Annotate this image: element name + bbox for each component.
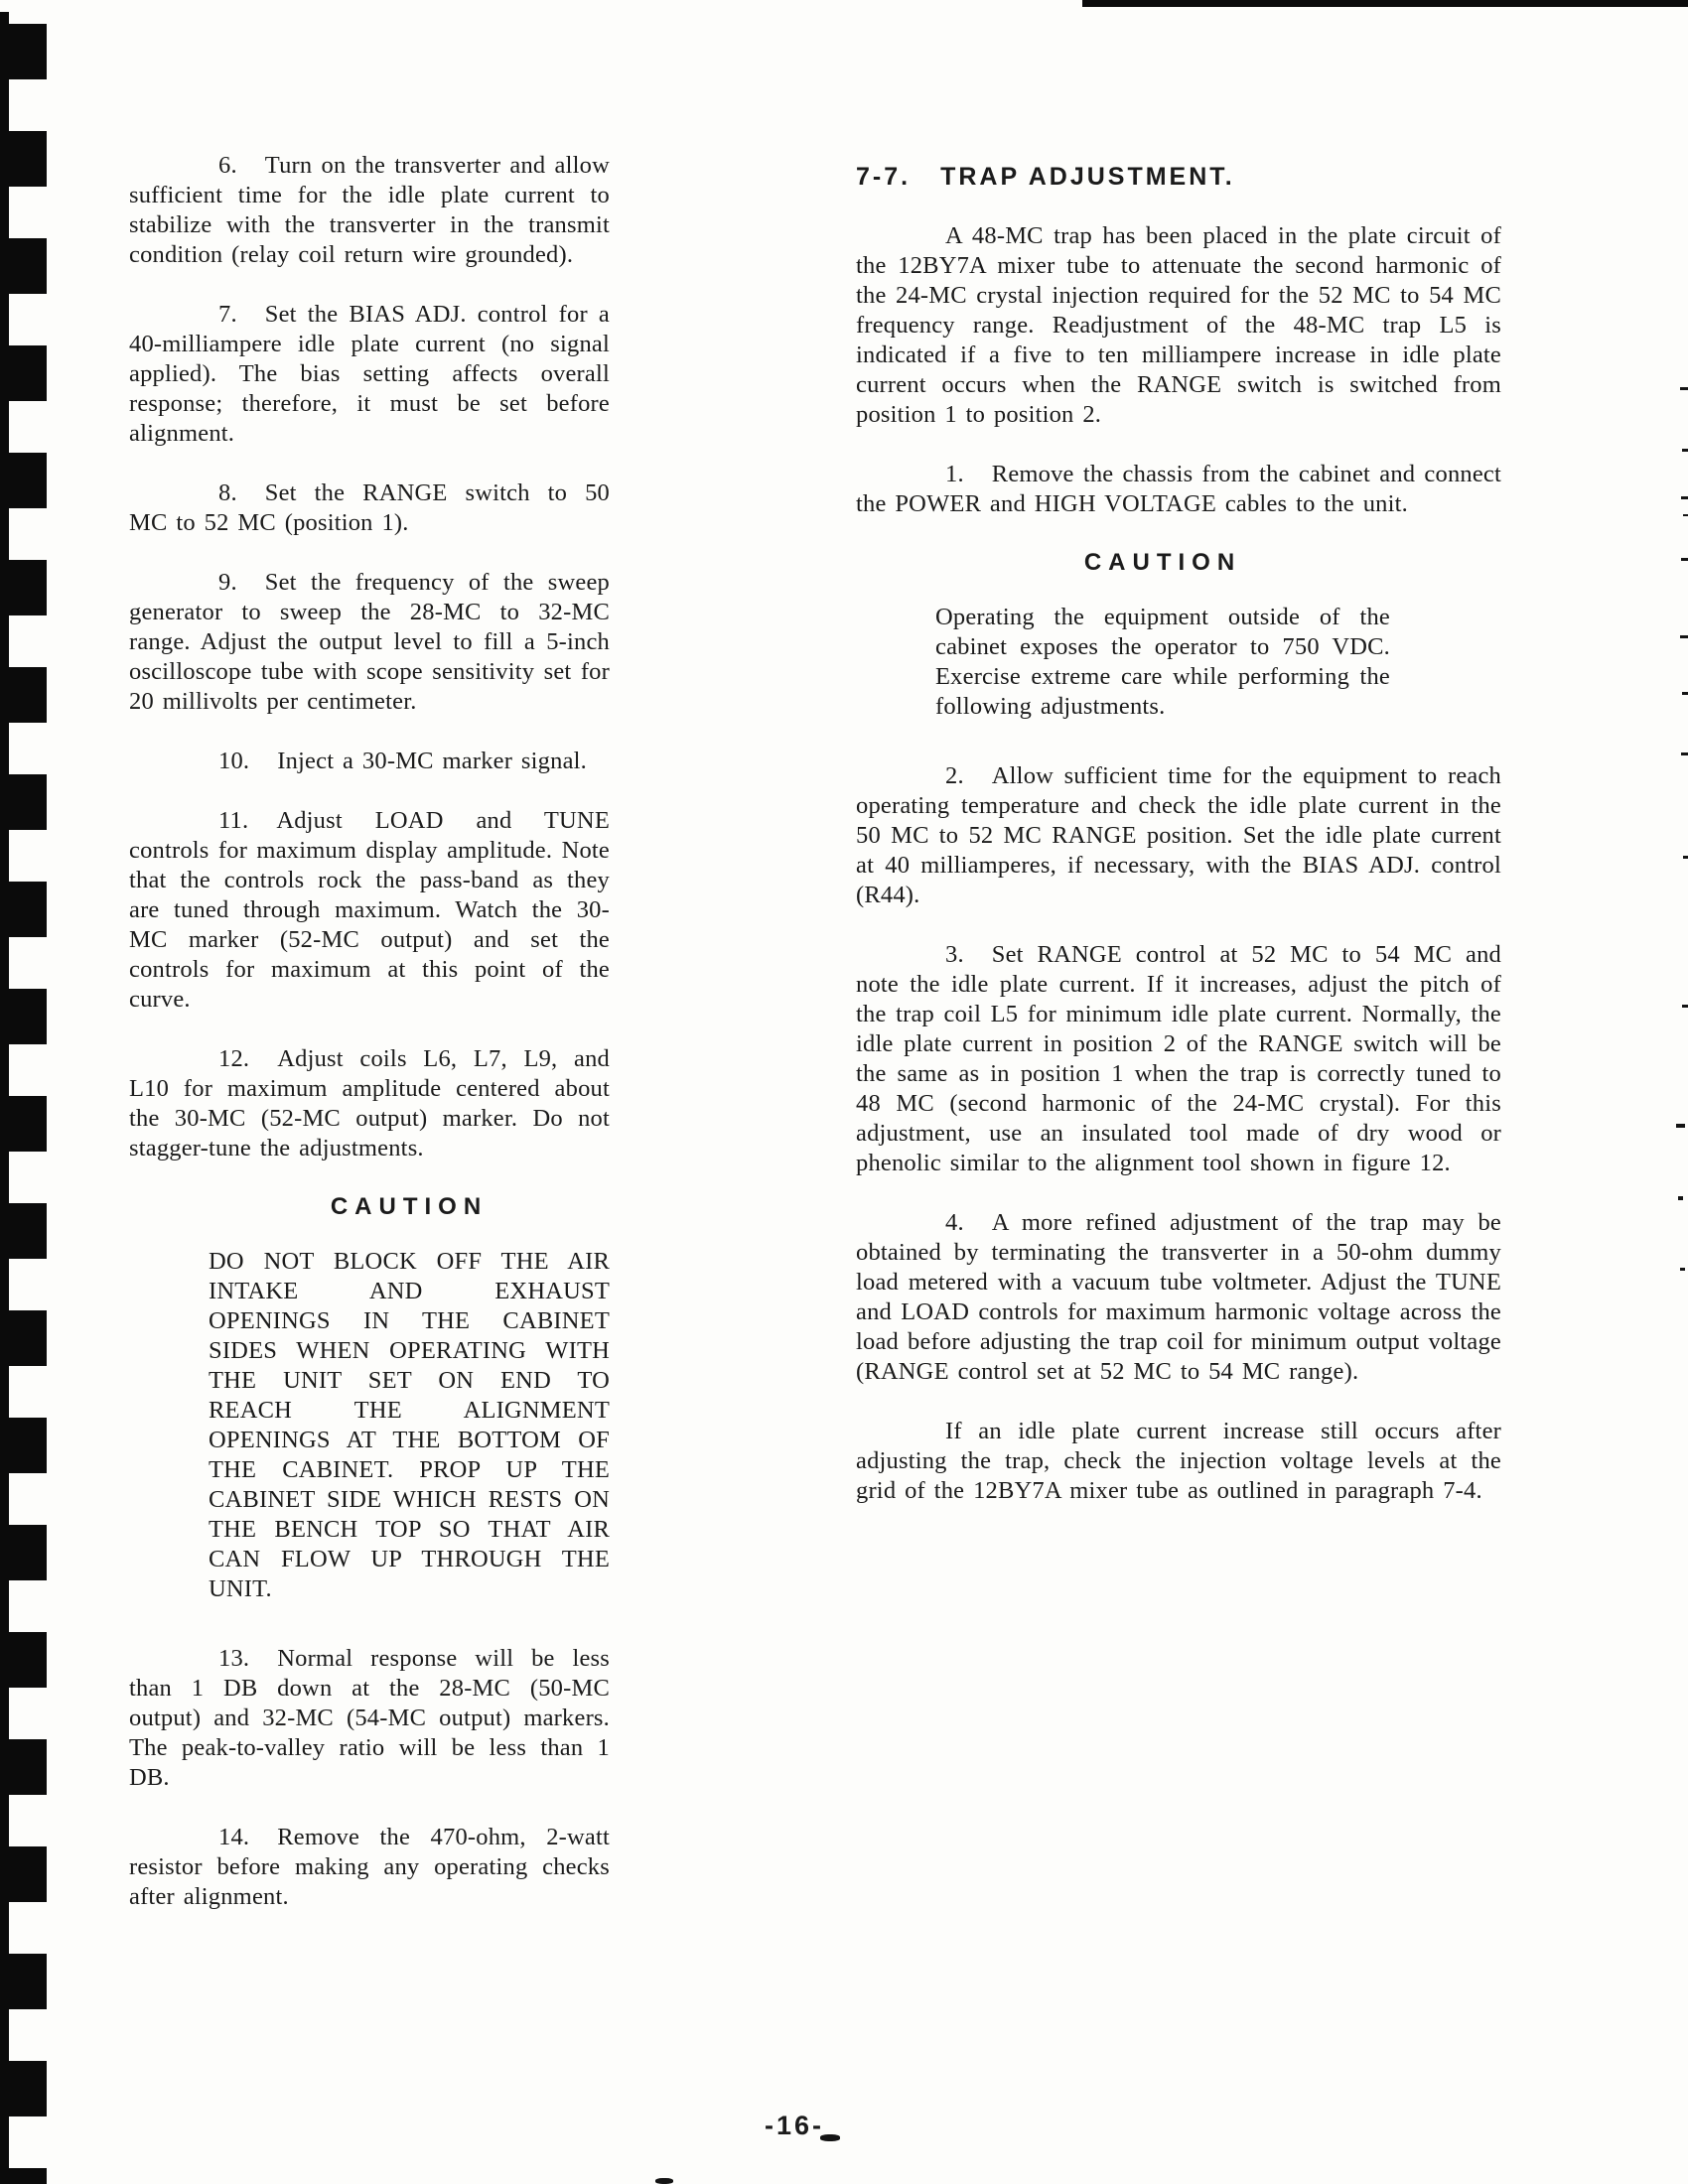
paragraph-number: 1. — [945, 461, 964, 487]
paragraph-text: Turn on the transverter and allow sufficient time for the idle plate current to stabilize with the transverter in the transmit condition (relay coil return wire grounded). — [129, 152, 610, 268]
scan-tick — [1680, 635, 1688, 638]
paragraph-text: Set the RANGE switch to 50 MC to 52 MC (position 1). — [129, 479, 610, 536]
right-column — [856, 151, 1501, 1536]
step-paragraph — [856, 940, 1501, 1178]
paragraph-number: 12. — [218, 1045, 250, 1072]
left-column — [129, 151, 610, 1942]
caution-text: Operating the equipment outside of the cabinet exposes the operator to 750 VDC. Exercise extreme care while performing the following adjustments. — [935, 604, 1390, 720]
paragraph-text: Adjust coils L6, L7, L9, and L10 for maximum amplitude centered about the 30-MC (52-MC output) marker. Do not stagger-tune the adjustments. — [129, 1045, 610, 1161]
paragraph-text: Remove the chassis from the cabinet and connect the POWER and HIGH VOLTAGE cables to the unit. — [856, 461, 1501, 517]
paragraph-text: If an idle plate current increase still occurs after adjusting the trap, check the injection voltage levels at the grid of the 12BY7A mixer tube as outlined in paragraph 7-4. — [856, 1418, 1501, 1504]
scan-tick — [1680, 1268, 1685, 1271]
scan-tick — [1681, 752, 1688, 755]
binding-comb-teeth — [5, 24, 47, 2184]
caution-block — [935, 549, 1390, 722]
scan-speck — [655, 2178, 673, 2184]
scan-tick — [1682, 692, 1688, 695]
scan-tick — [1682, 449, 1688, 452]
paragraph-number: 3. — [945, 941, 964, 968]
section-number: 7-7. — [856, 163, 912, 191]
paragraph-number: 11. — [218, 807, 249, 834]
paragraph-number: 9. — [218, 569, 237, 596]
paragraph-text: A more refined adjustment of the trap may be obtained by terminating the transverter in a 50-ohm dummy load metered with a vacuum tube voltmeter. Adjust the TUNE and LOAD controls for maximum harmonic voltage across the load before adjusting the trap coil for minimum output voltage (RANGE control set at 52 MC to 54 MC range). — [856, 1209, 1501, 1385]
paragraph-number: 8. — [218, 479, 237, 506]
scan-tick — [1681, 558, 1688, 561]
paragraph-text: Inject a 30-MC marker signal. — [277, 748, 587, 774]
step-paragraph — [129, 806, 610, 1015]
step-paragraph — [129, 1044, 610, 1163]
paragraph-text: Normal response will be less than 1 DB down at the 28-MC (50-MC output) and 32-MC (54-MC output) markers. The peak-to-valley ratio will be less than 1 DB. — [129, 1645, 610, 1791]
step-paragraph — [856, 460, 1501, 519]
step-paragraph — [129, 1823, 610, 1912]
scan-tick — [1680, 387, 1688, 390]
intro-paragraph — [856, 221, 1501, 430]
caution-heading: CAUTION — [330, 1193, 489, 1220]
paragraph-number: 2. — [945, 762, 964, 789]
paragraph-number: 7. — [218, 301, 237, 328]
scan-tick — [1682, 1005, 1688, 1008]
closing-paragraph — [856, 1417, 1501, 1506]
step-paragraph — [129, 478, 610, 538]
caution-heading: CAUTION — [1083, 549, 1242, 576]
caution-text: DO NOT BLOCK OFF THE AIR INTAKE AND EXHAUST OPENINGS IN THE CABINET SIDES WHEN OPERATING WITH THE UNIT SET ON END TO REACH THE ALIGNMENT OPENINGS AT THE BOTTOM OF THE CABINET. PROP UP THE CABINET SIDE WHICH RESTS ON THE BENCH TOP SO THAT AIR CAN FLOW UP THROUGH THE UNIT. — [209, 1248, 610, 1602]
paragraph-number: 10. — [218, 748, 250, 774]
step-paragraph — [129, 300, 610, 449]
paragraph-text: Set the frequency of the sweep generator to sweep the 28-MC to 32-MC range. Adjust the output level to fill a 5-inch oscilloscope tube with scope sensitivity set for 20 millivolts per centimeter. — [129, 569, 610, 715]
step-paragraph — [856, 761, 1501, 910]
paragraph-text: Remove the 470-ohm, 2-watt resistor before making any operating checks after alignment. — [129, 1824, 610, 1910]
step-paragraph — [129, 747, 610, 776]
step-paragraph — [129, 568, 610, 717]
scan-tick — [1681, 496, 1688, 499]
paragraph-text: Set the BIAS ADJ. control for a 40-milliampere idle plate current (no signal applied). The bias setting affects overall response; therefore, it must be set before alignment. — [129, 301, 610, 447]
page-number: -16- — [765, 2111, 825, 2140]
step-paragraph — [129, 1644, 610, 1793]
step-paragraph — [129, 151, 610, 270]
paragraph-number: 13. — [218, 1645, 250, 1672]
section-title: TRAP ADJUSTMENT. — [940, 163, 1235, 191]
scan-tick — [1678, 1196, 1683, 1200]
scan-tick — [1683, 514, 1688, 516]
step-paragraph — [856, 1208, 1501, 1387]
paragraph-text: Allow sufficient time for the equipment to reach operating temperature and check the idle plate current in the 50 MC to 52 MC RANGE position. Set the idle plate current at 40 milliamperes, if necessary, with the BIAS ADJ. control (R44). — [856, 762, 1501, 908]
caution-block — [209, 1193, 610, 1604]
paragraph-text: Set RANGE control at 52 MC to 54 MC and note the idle plate current. If it increases, adjust the pitch of the trap coil L5 for minimum idle plate current. Normally, the idle plate current in position 2 of the RANGE switch will be the same as in position 1 when the trap is correctly tuned to 48 MC (second harmonic of the 24-MC crystal). For this adjustment, use an insulated tool made of dry wood or phenolic similar to the alignment tool shown in figure 12. — [856, 941, 1501, 1176]
scan-tick — [1683, 856, 1688, 859]
paragraph-number: 4. — [945, 1209, 964, 1236]
section-heading — [856, 163, 1501, 192]
paragraph-number: 6. — [218, 152, 237, 179]
scan-tick — [1676, 1124, 1685, 1128]
paragraph-number: 14. — [218, 1824, 250, 1850]
paragraph-text: Adjust LOAD and TUNE controls for maximum display amplitude. Note that the controls rock the pass-band as they are tuned through maximum. Watch the 30-MC marker (52-MC output) and set the controls for maximum at this point of the curve. — [129, 807, 610, 1013]
paragraph-text: A 48-MC trap has been placed in the plate circuit of the 12BY7A mixer tube to attenuate the second harmonic of the 24-MC crystal injection required for the 52 MC to 54 MC frequency range. Readjustment of the 48-MC trap L5 is indicated if a five to ten milliampere increase in idle plate current occurs when the RANGE switch is switched from position 1 to position 2. — [856, 222, 1501, 428]
scan-top-edge-bar — [1082, 0, 1688, 7]
